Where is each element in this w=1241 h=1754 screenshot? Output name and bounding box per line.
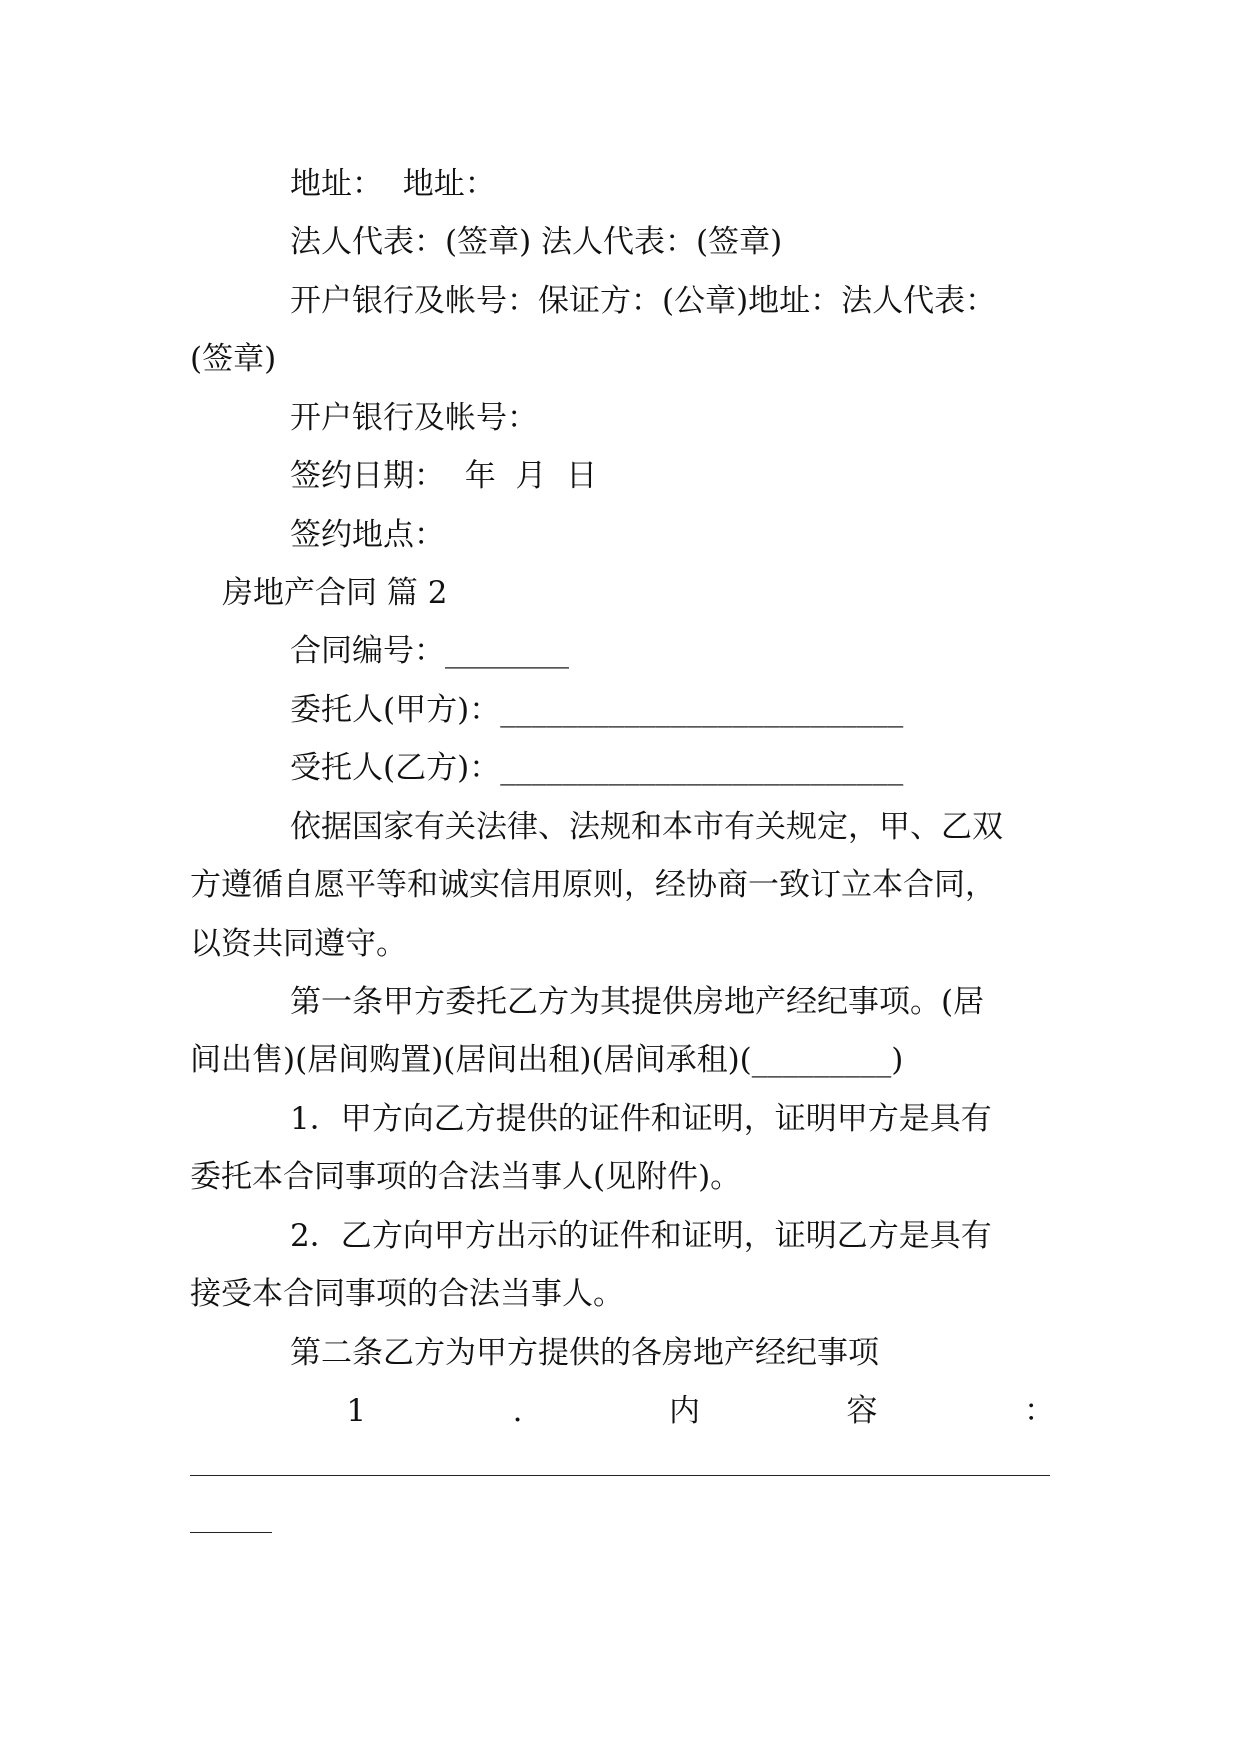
client-line: 委托人(甲方)：__________________________ xyxy=(290,692,904,728)
content-spacer xyxy=(190,1391,200,1431)
bank-account-line: 开户银行及帐号： xyxy=(290,400,538,436)
signature-seal-line: (签章) xyxy=(190,341,277,377)
signing-date-line: 签约日期： 年 月 日 xyxy=(290,458,598,494)
article-2-line: 第二条乙方为甲方提供的各房地产经纪事项 xyxy=(290,1335,879,1371)
content-dot: . xyxy=(512,1393,523,1429)
item-2-line-2: 接受本合同事项的合法当事人。 xyxy=(190,1276,624,1312)
item-1-line-1: 1．甲方向乙方提供的证件和证明，证明甲方是具有 xyxy=(290,1101,992,1137)
bank-account-guarantor-line: 开户银行及帐号：保证方：(公章)地址：法人代表： xyxy=(290,283,997,319)
preamble-paragraph-line-1: 依据国家有关法律、法规和本市有关规定，甲、乙双 xyxy=(290,809,1003,845)
fill-in-rule-long xyxy=(190,1475,1050,1476)
content-row xyxy=(190,1391,1055,1431)
content-number: 1 xyxy=(346,1393,367,1429)
article-1-line-1: 第一条甲方委托乙方为其提供房地产经纪事项。(居 xyxy=(290,984,985,1020)
address-line: 地址： 地址： xyxy=(290,166,496,202)
item-2-line-1: 2．乙方向甲方出示的证件和证明，证明乙方是具有 xyxy=(290,1218,992,1254)
content-colon: ： xyxy=(1023,1393,1055,1429)
legal-representative-line: 法人代表：(签章) 法人代表：(签章) xyxy=(290,224,783,260)
content-char-1: 内 xyxy=(668,1393,700,1429)
fill-in-rule-short xyxy=(190,1532,272,1533)
preamble-paragraph-line-3: 以资共同遵守。 xyxy=(190,926,407,962)
agent-line: 受托人(乙方)：__________________________ xyxy=(290,750,904,786)
contract-number-line: 合同编号：________ xyxy=(290,633,569,669)
section-title: 房地产合同 篇 2 xyxy=(222,575,448,611)
signing-place-line: 签约地点： xyxy=(290,517,445,553)
item-1-line-2: 委托本合同事项的合法当事人(见附件)。 xyxy=(190,1159,742,1195)
preamble-paragraph-line-2: 方遵循自愿平等和诚实信用原则，经协商一致订立本合同， xyxy=(190,867,996,903)
article-1-line-2: 间出售)(居间购置)(居间出租)(居间承租)(_________) xyxy=(190,1042,904,1078)
content-char-2: 容 xyxy=(846,1393,878,1429)
